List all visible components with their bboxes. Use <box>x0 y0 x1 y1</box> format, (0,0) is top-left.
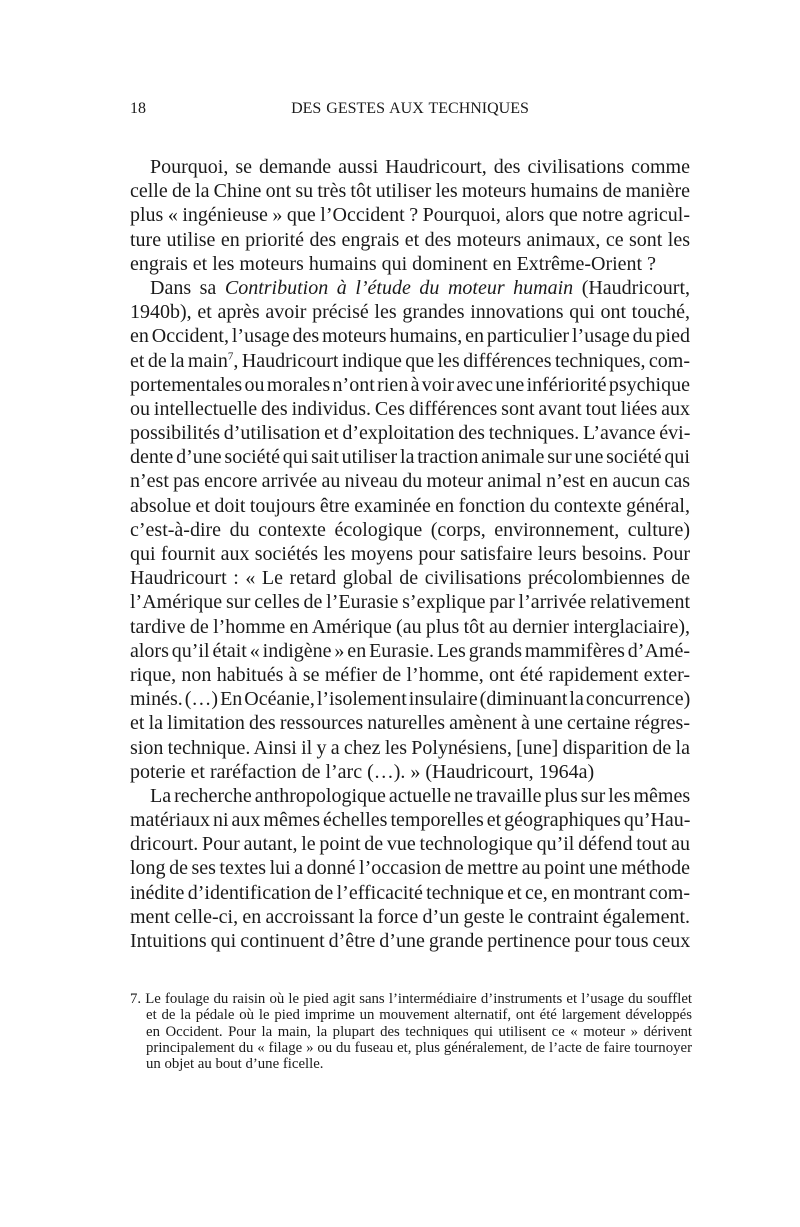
text-line: ou intellectuelle des individus. Ces différences sont avant tout liées aux <box>130 397 690 420</box>
text-line: possibilités d’utilisation et d’exploitation des techniques. L’avance évi- <box>130 422 691 445</box>
text-line: 1940b), et après avoir précisé les grandes innovations qui ont touché, <box>130 301 690 324</box>
text-line <box>130 276 690 300</box>
body-text <box>130 155 690 953</box>
text-line: Pourquoi, se demande aussi Haudricourt, des civilisations comme <box>150 156 690 178</box>
footnote-line: 7. Le foulage du raisin où le pied agit sans l’intermédiaire d’instruments et l’usage du soufflet <box>130 991 692 1007</box>
text-line: portementales ou morales n’ont rien à voir avec une infériorité psychique <box>130 373 690 396</box>
text: et de la main <box>130 349 228 372</box>
text-line: engrais et les moteurs humains qui dominent en Extrême-Orient ? <box>130 252 656 275</box>
text-line: n’est pas encore arrivée au niveau du moteur animal n’est en aucun cas <box>130 470 690 493</box>
text-line: plus « ingénieuse » que l’Occident ? Pourquoi, alors que notre agricul- <box>130 204 690 227</box>
page-number: 18 <box>130 100 146 117</box>
text-line: ture utilise en priorité des engrais et des moteurs animaux, ce sont les <box>130 228 690 251</box>
running-header <box>130 100 690 120</box>
text-line: Intuitions qui continuent d’être d’une grande pertinence pour tous ceux <box>130 930 691 952</box>
text-line: La recherche anthropologique actuelle ne travaille plus sur les mêmes <box>150 784 691 807</box>
text-line: en Occident, l’usage des moteurs humains, en particulier l’usage du pied <box>130 325 690 348</box>
text-line: c’est-à-dire du contexte écologique (corps, environnement, culture) <box>130 518 690 541</box>
text-line: inédite d’identification de l’efficacité technique et ce, en montrant com- <box>130 881 690 904</box>
footnote-line: principalement du « filage » ou du fuseau et, plus généralement, de l’acte de faire tournoyer <box>146 1039 692 1056</box>
footnote-reference[interactable]: 7 <box>227 349 234 362</box>
text-line: dente d’une société qui sait utiliser la traction animale sur une société qui <box>130 446 690 469</box>
text-line: absolue et doit toujours être examinée en fonction du contexte général, <box>130 494 690 517</box>
footnote-line: un objet au bout d’une ficelle. <box>146 1056 324 1073</box>
text-line: matériaux ni aux mêmes échelles temporelles et géographiques qu’Hau- <box>130 809 691 832</box>
text-line: tardive de l’homme en Amérique (au plus tôt au dernier interglaciaire), <box>130 615 690 638</box>
cited-title: Contribution à l’étude du moteur humain <box>224 276 574 299</box>
text: Dans sa <box>150 276 225 299</box>
text-line <box>130 349 690 373</box>
paragraph-2 <box>130 276 690 784</box>
text-line: et la limitation des ressources naturelles amènent à une certaine régres- <box>130 712 690 735</box>
text-line: poterie et raréfaction de l’arc (…). » (Haudricourt, 1964a) <box>130 760 595 783</box>
text-line: dricourt. Pour autant, le point de vue technologique qu’il défend tout au <box>130 833 690 856</box>
text: (Haudricourt, <box>573 276 690 299</box>
text-line: Haudricourt : « Le retard global de civilisations précolombiennes de <box>130 567 690 590</box>
footnote-line: en Occident. Pour la main, la plupart des techniques qui utilisent ce « moteur » dérivent <box>146 1023 692 1040</box>
footnote <box>130 991 692 1072</box>
text-line: qui fournit aux sociétés les moyens pour satisfaire leurs besoins. Pour <box>130 543 690 565</box>
text-line: long de ses textes lui a donné l’occasion de mettre au point une méthode <box>130 857 690 880</box>
text-line: celle de la Chine ont su très tôt utiliser les moteurs humains de manière <box>130 180 690 203</box>
paragraph-3 <box>130 784 690 953</box>
text-line: ment celle-ci, en accroissant la force d’un geste le contraint également. <box>130 905 691 928</box>
running-title: DES GESTES AUX TECHNIQUES <box>291 100 529 117</box>
text-line: minés. (…) En Océanie, l’isolement insulaire (diminuant la concurrence) <box>130 688 691 711</box>
text: , Haudricourt indique que les différences techniques, com- <box>233 349 690 372</box>
text-line: l’Amérique sur celles de l’Eurasie s’explique par l’arrivée relativement <box>130 591 690 614</box>
text-line: sion technique. Ainsi il y a chez les Polynésiens, [une] disparition de la <box>130 736 690 759</box>
footnote-line: et de la pédale où le pied imprime un mouvement alternatif, ont été largement développés <box>146 1007 692 1024</box>
text-line: alors qu’il était « indigène » en Eurasie. Les grands mammifères d’Amé- <box>130 639 690 662</box>
paragraph-1 <box>130 155 690 276</box>
text-line: rique, non habitués à se méfier de l’homme, ont été rapidement exter- <box>130 663 690 686</box>
